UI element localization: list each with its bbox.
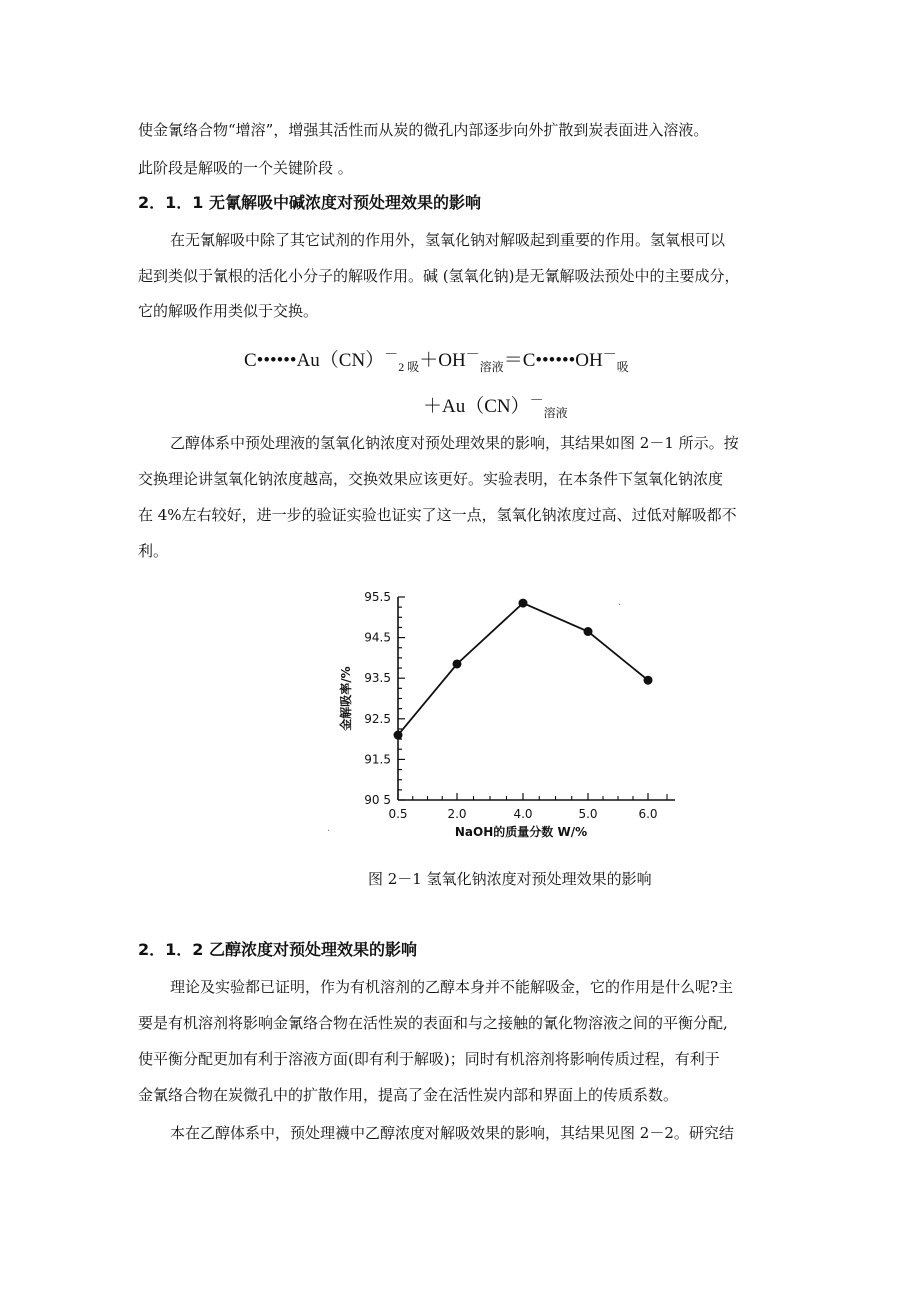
- y-tick-label: 91.5: [364, 752, 391, 767]
- text-line: 乙醇体系中预处理液的氢氧化钠浓度对预处理效果的影响，其结果如图 2－1 所示。按: [170, 434, 739, 452]
- x-tick-label: 2.0: [447, 807, 467, 821]
- x-tick-label: 6.0: [638, 807, 658, 821]
- text-line: 金氰络合物在炭微孔中的扩散作用，提高了金在活性炭内部和界面上的传质系数。: [138, 1086, 679, 1104]
- data-point: [584, 627, 593, 636]
- text-line: 起到类似于氰根的活化小分子的解吸作用。碱 (氢氧化钠)是无氰解吸法预处中的主要成分，: [138, 267, 740, 285]
- text-line: 在无氰解吸中除了其它试剂的作用外，氢氧化钠对解吸起到重要的作用。氢氧根可以: [170, 231, 726, 249]
- naoh-chart: [330, 585, 700, 855]
- series-line: [398, 603, 648, 735]
- y-tick-label: 95.5: [364, 590, 391, 604]
- text-line: 它的解吸作用类似于交换。: [138, 302, 319, 320]
- data-point: [453, 659, 462, 668]
- data-point: [519, 599, 528, 608]
- y-tick-label: 93.5: [364, 671, 391, 686]
- y-tick-label: 94.5: [364, 630, 391, 645]
- scan-dot: ·: [618, 600, 622, 611]
- x-tick-label: 0.5: [388, 807, 408, 821]
- data-point: [394, 731, 403, 740]
- figure-caption: 图 2－1 氢氧化钠浓度对预处理效果的影响: [368, 870, 652, 888]
- scan-dot: ·: [327, 826, 331, 837]
- text-line: 使金氰络合物“增溶”，增强其活性而从炭的微孔内部逐步向外扩散到炭表面进入溶液。: [138, 121, 709, 139]
- x-axis-title: NaOH的质量分数 W/%: [454, 825, 588, 839]
- equation-line-1: $C••••••Au(CN)^-_{2 吸}+OH^-_{溶液}=C••••••OH^-_吸$: [244, 348, 629, 374]
- text-line: 本在乙醇体系中，预处理襪中乙醇浓度对解吸效果的影响，其结果见图 2－2。研究结: [170, 1124, 734, 1142]
- text-line: 交换理论讲氢氧化钠浓度越高，交换效果应该更好。实验表明，在本条件下氢氧化钠浓度: [138, 470, 724, 488]
- data-point: [644, 676, 653, 685]
- y-axis-title: 金解吸率/%: [339, 666, 353, 731]
- y-tick-label: 92.5: [364, 711, 391, 726]
- section-heading: 2．1．2 乙醇浓度对预处理效果的影响: [138, 940, 417, 959]
- x-tick-label: 5.0: [578, 807, 598, 821]
- text-line: 利。: [138, 542, 169, 560]
- text-line: 使平衡分配更加有利于溶液方面(即有利于解吸)；同时有机溶剂将影响传质过程，有利于: [138, 1050, 720, 1068]
- text-line: 要是有机溶剂将影响金氰络合物在活性炭的表面和与之接触的氰化物溶液之间的平衡分配,: [138, 1014, 728, 1032]
- text-line: 在 4%左右较好，进一步的验证实验也证实了这一点，氢氧化钠浓度过高、过低对解吸都不: [138, 506, 737, 524]
- text-line: 理论及实验都已证明，作为有机溶剂的乙醇本身并不能解吸金，它的作用是什么呢?主: [170, 978, 734, 996]
- section-heading: 2．1．1 无氰解吸中碱浓度对预处理效果的影响: [138, 193, 481, 212]
- x-tick-label: 4.0: [513, 807, 533, 821]
- equation-line-2: $+Au(CN)^-_{溶液}$: [423, 394, 568, 420]
- text-line: 此阶段是解吸的一个关键阶段 。: [138, 159, 353, 177]
- y-tick-label: 90 5: [364, 793, 391, 807]
